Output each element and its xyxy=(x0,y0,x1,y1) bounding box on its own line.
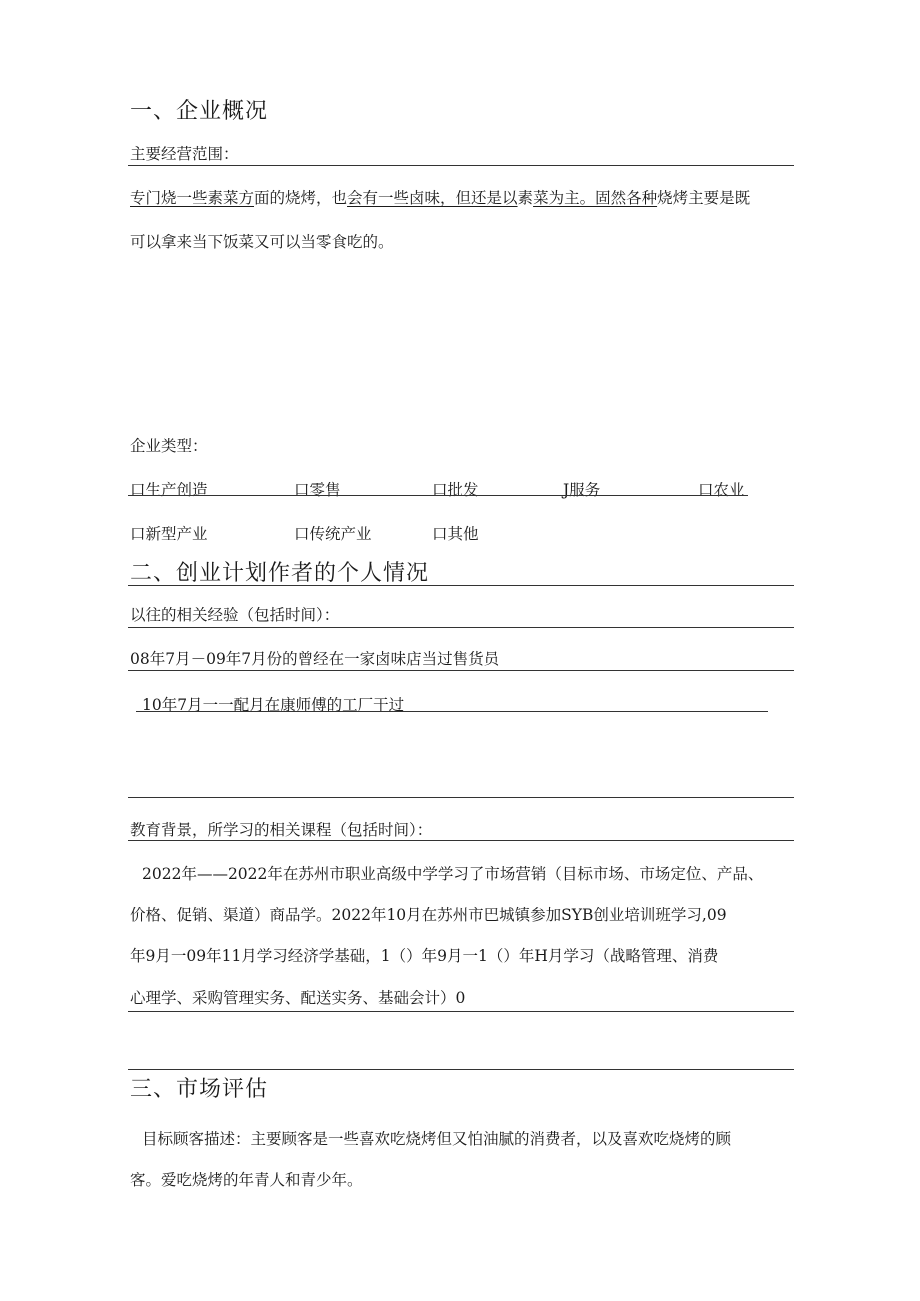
type-option-traditional-industry: 口传统产业 xyxy=(294,525,372,543)
education-label: 教育背景，所学习的相关课程（包括时间）： xyxy=(130,821,433,839)
type-label: 企业类型： xyxy=(130,437,208,455)
divider xyxy=(128,1069,794,1070)
section2-title: 二、创业计划作者的个人情况 xyxy=(130,561,430,586)
divider xyxy=(128,670,794,671)
divider xyxy=(128,165,794,166)
scope-text: 素 xyxy=(517,189,534,207)
experience-line2-underline xyxy=(136,711,768,712)
education-line: 心理学、采购管理实务、配送实务、基础会计）0 xyxy=(130,989,466,1007)
type-option-new-industry: 口新型产业 xyxy=(130,525,208,543)
scope-text-underlined: 会有一些卤味，但还是以 xyxy=(347,189,518,207)
education-line: 年9月一09年11月学习经济学基础，1（）年9月一1（）年H月学习（战略管理、消费 xyxy=(130,947,719,965)
divider xyxy=(128,797,794,798)
scope-text-underlined: 专门烧一些素菜方 xyxy=(130,189,255,207)
scope-text-line2: 可以拿来当下饭菜又可以当零食吃的。 xyxy=(130,233,394,251)
section3-title: 三、市场评估 xyxy=(130,1077,269,1102)
experience-label: 以往的相关经验（包括时间）： xyxy=(130,606,340,624)
scope-text: 面的烧烤，也 xyxy=(254,189,348,207)
type-option-agriculture: 口农业 xyxy=(698,481,745,499)
divider xyxy=(128,585,794,586)
scope-text: 烧烤主要是既 xyxy=(657,189,751,207)
scope-text-underlined: 菜为主。固然各种 xyxy=(533,189,658,207)
type-option-manufacturing: 口生产创造 xyxy=(130,481,208,499)
target-customer-line2: 客。爱吃烧烤的年青人和青少年。 xyxy=(130,1171,363,1189)
divider xyxy=(128,1011,794,1012)
scope-text-line1 xyxy=(130,186,750,208)
experience-line2: 10年7月一一配月在康师傅的工厂干过 xyxy=(142,696,405,714)
section1-title: 一、企业概况 xyxy=(130,99,269,124)
divider xyxy=(128,840,794,841)
target-customer-line1: 目标顾客描述：主要顾客是一些喜欢吃烧烤但又怕油腻的消费者，以及喜欢吃烧烤的顾 xyxy=(142,1130,732,1148)
type-option-wholesale: 口批发 xyxy=(432,481,479,499)
experience-line1: 08年7月－09年7月份的曾经在一家卤味店当过售货员 xyxy=(130,650,500,668)
types-underline xyxy=(128,495,748,496)
education-line: 价格、促销、渠道）商品学。2022年10月在苏州市巴城镇参加SYB创业培训班学习,09 xyxy=(130,906,727,924)
type-option-other: 口其他 xyxy=(432,525,479,543)
type-option-service: J服务 xyxy=(563,481,601,499)
education-line: 2022年——2022年在苏州市职业高级中学学习了市场营销（目标市场、市场定位、产品、 xyxy=(142,865,764,883)
divider xyxy=(128,627,794,628)
scope-label: 主要经营范围： xyxy=(130,145,239,163)
type-option-retail: 口零售 xyxy=(294,481,341,499)
